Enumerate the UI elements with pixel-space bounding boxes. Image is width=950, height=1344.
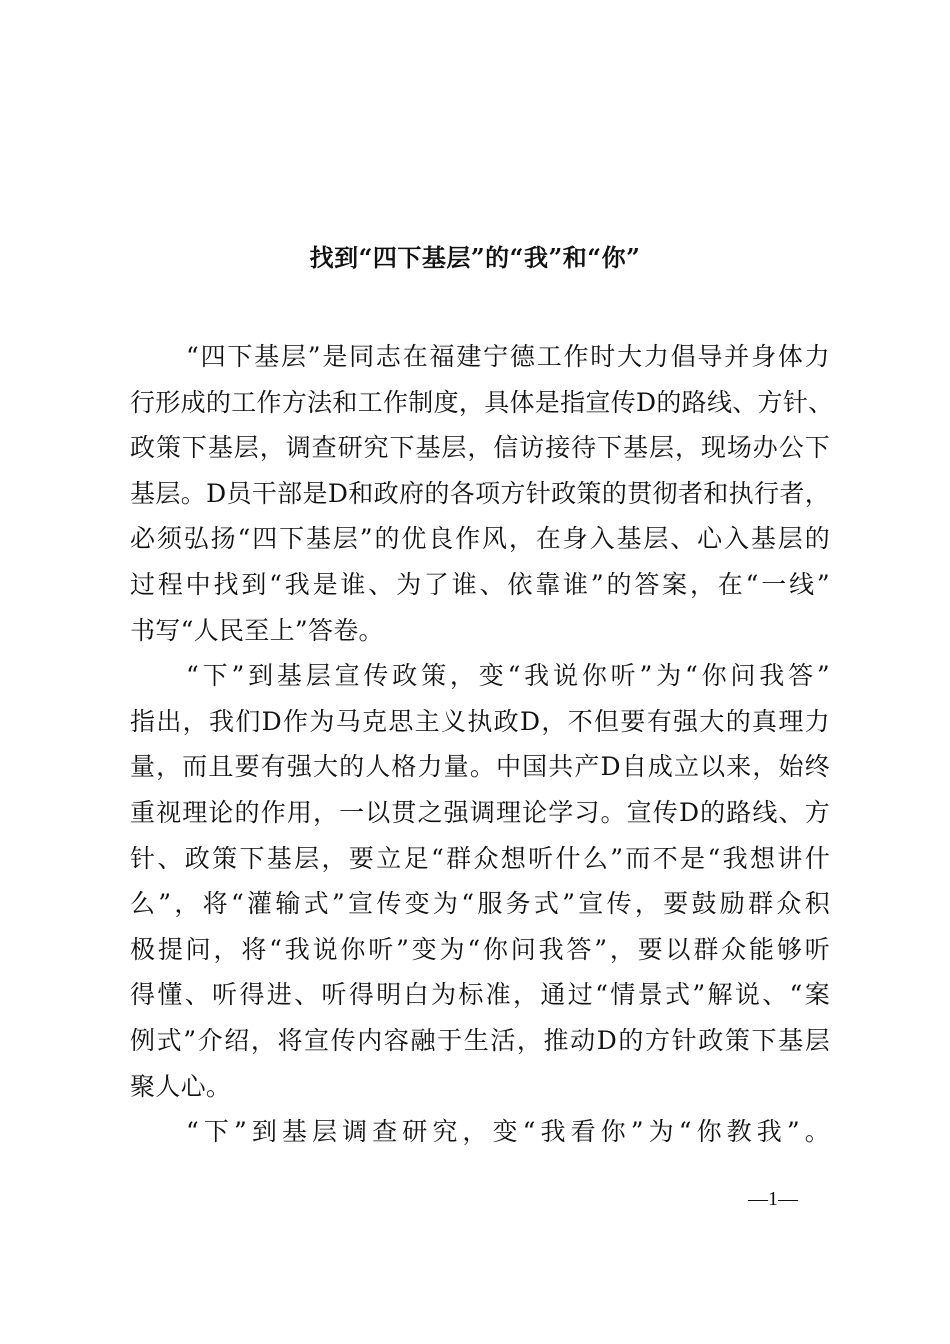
text-line: 书写“人民至上”答卷。 (130, 615, 384, 645)
text-line: 行形成的工作方法和工作制度，具体是指宣传D的路线、方针、 (130, 387, 834, 417)
text-line: 聚人心。 (130, 1071, 232, 1101)
text-line: 量，而且要有强大的人格力量。中国共产D自成立以来，始终 (130, 752, 830, 782)
text-line: 过程中找到“我是谁、为了谁、依靠谁”的答案，在“一线” (130, 569, 830, 599)
text-line: 例式”介绍，将宣传内容融于生活，推动D的方针政策下基层 (130, 1025, 830, 1055)
text-line: “下”到基层宣传政策，变“我说你听”为“你问我答” (186, 661, 830, 691)
text-line: 必须弘扬“四下基层”的优良作风，在身入基层、心入基层的 (130, 524, 830, 554)
text-line: 得懂、听得进、听得明白为标准，通过“情景式”解说、“案 (130, 980, 830, 1010)
text-line: 极提问，将“我说你听”变为“你问我答”，要以群众能够听 (130, 934, 830, 964)
text-line: “四下基层”是同志在福建宁德工作时大力倡导并身体力 (186, 342, 830, 371)
document-title: 找到“四下基层”的“我”和“你” (309, 243, 641, 272)
text-line: “下”到基层调查研究，变“我看你”为“你教我”。 (186, 1117, 830, 1147)
page-number: —1— (748, 1188, 798, 1210)
document-body (130, 334, 834, 1155)
text-line: 指出，我们D作为马克思主义执政D，不但要有强大的真理力 (130, 706, 830, 736)
text-line: 么”，将“灌输式”宣传变为“服务式”宣传，要鼓励群众积 (130, 889, 830, 919)
text-line: 重视理论的作用，一以贯之强调理论学习。宣传D的路线、方 (130, 797, 830, 827)
text-line: 针、政策下基层，要立足“群众想听什么”而不是“我想讲什 (130, 843, 830, 873)
text-line: 基层。D员干部是D和政府的各项方针政策的贯彻者和执行者， (130, 478, 830, 508)
text-line: 政策下基层，调查研究下基层，信访接待下基层，现场办公下 (130, 433, 830, 463)
